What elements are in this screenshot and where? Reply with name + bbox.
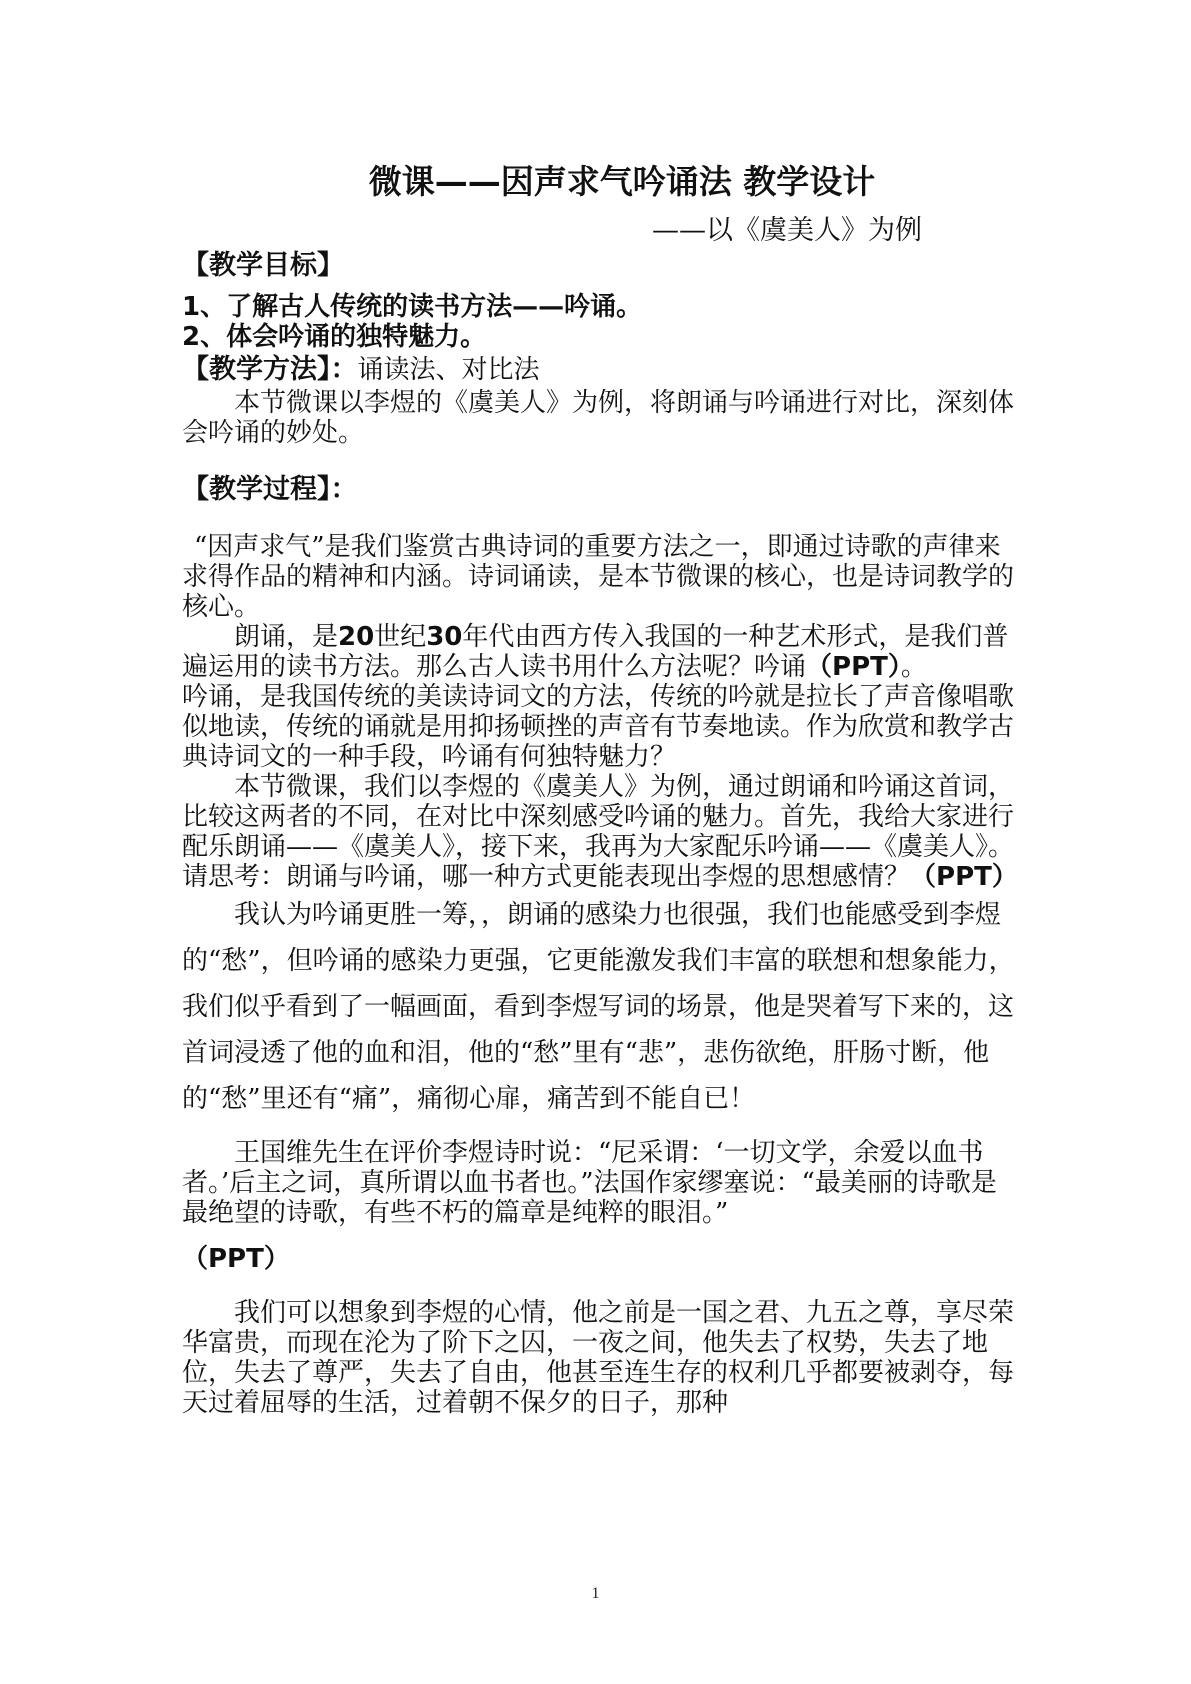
paragraph-1: “因声求气”是我们鉴赏古典诗词的重要方法之一，即通过诗歌的声律来求得作品的精神和内涵。诗词诵读，是本节微课的核心，也是诗词教学的核心。 (182, 532, 1015, 622)
document-body (182, 160, 1022, 1418)
ppt-marker: （PPT） (910, 862, 1018, 892)
goal-item-1: 1、了解古人传统的读书方法——吟诵。 (182, 292, 643, 322)
ppt-marker-standalone: （PPT） (182, 1244, 290, 1274)
paragraph-8: 我们可以想象到李煜的心情，他之前是一国之君、九五之尊，享尽荣华富贵，而现在沦为了阶下之囚，一夜之间，他失去了权势，失去了地位，失去了尊严，失去了自由，他甚至连生存的权利几乎都要被剥夺，每天过着屈辱的生活，过着朝不保夕的日子，那种 (182, 1298, 1015, 1418)
paragraph-2-text-g: 。 (900, 652, 927, 682)
paragraph-4-text: 本节微课，我们以李煜的《虞美人》为例，通过朗诵和吟诵这首词，比较这两者的不同，在对比中深刻感受吟诵的魅力。首先，我给大家进行配乐朗诵——《虞美人》，接下来，我再为大家配乐吟诵——《虞美人》。请思考：朗诵与吟诵，哪一种方式更能表现出李煜的思想感情？ (182, 772, 1015, 892)
paragraph-5: 我认为吟诵更胜一筹，，朗诵的感染力也很强，我们也能感受到李煜的“愁”，但吟诵的感染力更强，它更能激发我们丰富的联想和想象能力，我们似乎看到了一幅画面，看到李煜写词的场景，他是哭着写下来的，这首词浸透了他的血和泪，他的“愁”里有“悲”，悲伤欲绝，肝肠寸断，他的“愁”里还有“痛”，痛彻心扉，痛苦到不能自已！ (182, 900, 1015, 1114)
paragraph-3: 吟诵，是我国传统的美读诗词文的方法，传统的吟就是拉长了声音像唱歌似地读，传统的诵就是用抑扬顿挫的声音有节奏地读。作为欣赏和教学古典诗词文的一种手段，吟诵有何独特魅力？ (182, 682, 1015, 772)
paragraph-2-num-30: 30 (426, 622, 463, 652)
paragraph-2-text-e: 年代由西方传入我国的一种艺术形式，是我们普遍运用的读书方法。那么古人读书用什么方法呢？吟诵 (182, 622, 1009, 682)
paragraph-4 (182, 772, 1022, 892)
method-line (182, 352, 1022, 388)
process-heading: 【教学过程】： (182, 474, 358, 505)
document-subtitle: ——以《虞美人》为例 (652, 215, 922, 246)
goals-heading: 【教学目标】 (182, 250, 344, 281)
method-text: 诵读法、对比法 (357, 355, 540, 385)
paragraph-2-num-20: 20 (338, 622, 375, 652)
document-title: 微课——因声求气吟诵法 教学设计 (368, 162, 876, 201)
paragraph-2 (182, 622, 1022, 682)
paragraph-2-text-c: 世纪 (374, 622, 427, 652)
page-number: 1 (591, 1585, 600, 1602)
method-description: 本节微课以李煜的《虞美人》为例，将朗诵与吟诵进行对比，深刻体会吟诵的妙处。 (182, 388, 1015, 448)
paragraph-2-text-a: 朗诵，是 (234, 622, 339, 652)
paragraph-6: 王国维先生在评价李煜诗时说：“尼采谓：‘一切文学，余爱以血书者。’后主之词，真所谓以血书者也。”法国作家缪塞说：“最美丽的诗歌是最绝望的诗歌，有些不朽的篇章是纯粹的眼泪。” (182, 1138, 997, 1228)
goal-item-2: 2、体会吟诵的独特魅力。 (182, 322, 487, 352)
method-heading: 【教学方法】： (182, 354, 358, 385)
ppt-marker: （PPT） (806, 652, 901, 682)
